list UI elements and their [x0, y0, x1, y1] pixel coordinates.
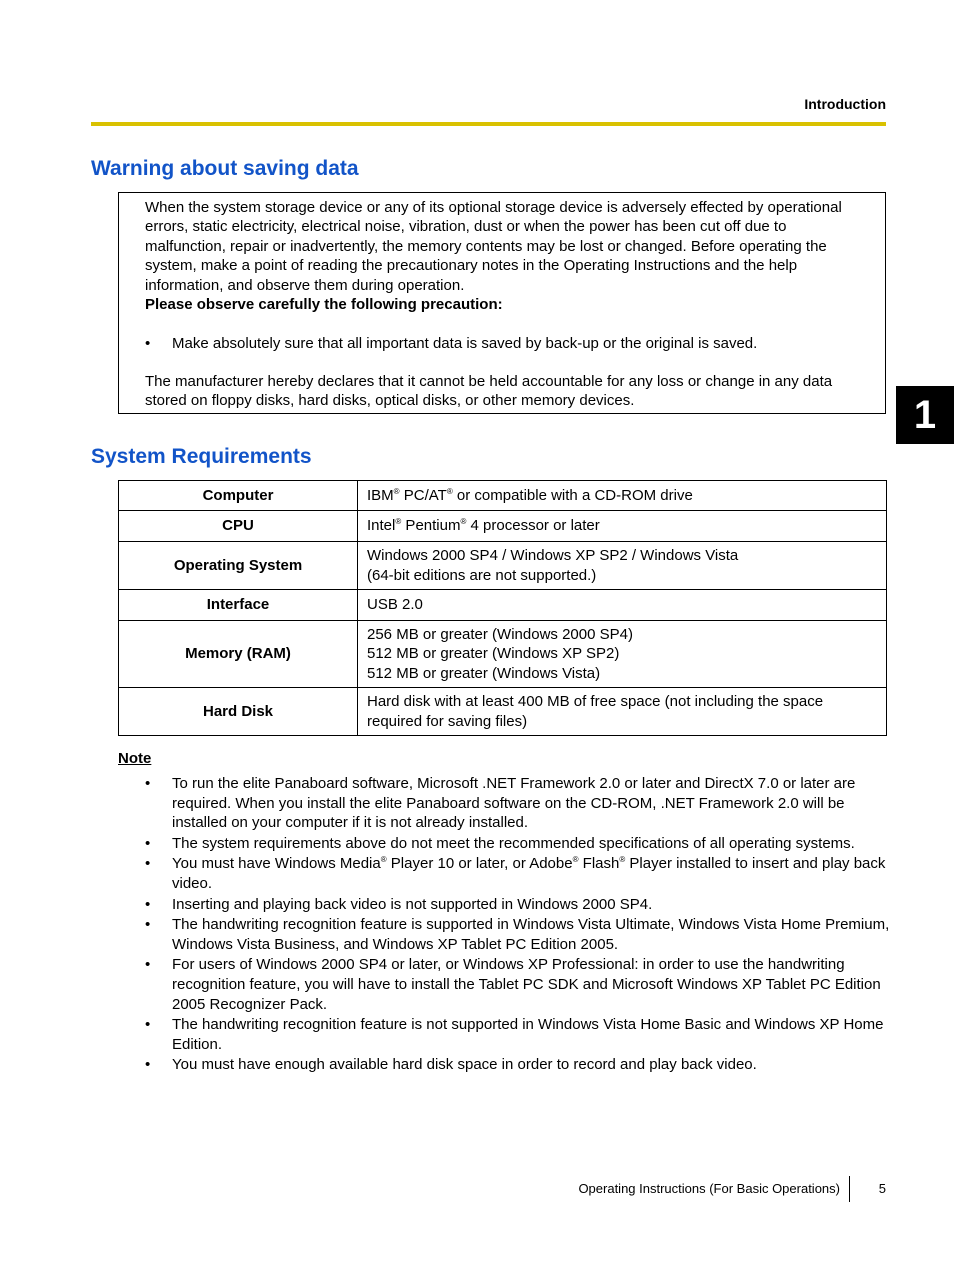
bullet-icon: • — [145, 335, 151, 353]
warning-box — [118, 192, 886, 414]
bullet-icon: • — [145, 1016, 151, 1034]
table-row — [119, 621, 887, 688]
row-label: Computer — [119, 481, 358, 511]
chapter-tab: 1 — [896, 386, 954, 444]
precaution-text: Make absolutely sure that all important data is saved by back-up or the original is saved. — [172, 335, 758, 353]
disclaimer-paragraph: The manufacturer hereby declares that it cannot be held accountable for any loss or change in any data stored on floppy disks, hard disks, optical disks, or other memory devices. — [145, 372, 833, 410]
row-label: Interface — [119, 590, 358, 621]
running-header-section: Introduction — [804, 96, 886, 112]
list-item: • You must have Windows Media® Player 10 or later, or Adobe® Flash® Player installed to insert and play back video. — [145, 855, 886, 892]
row-label: Operating System — [119, 542, 358, 590]
footer-title: Operating Instructions (For Basic Operations) — [578, 1181, 840, 1196]
row-value: Hard disk with at least 400 MB of free space (not including the space required for saving files) — [358, 688, 887, 736]
bullet-icon: • — [145, 916, 151, 934]
bullet-icon: • — [145, 855, 151, 873]
list-item: • For users of Windows 2000 SP4 or later, or Windows XP Professional: in order to use the handwriting recognition feature, you will have to install the Tablet PC SDK and Microsoft Windows XP Tablet PC Edition 2005 Recognizer Pack. — [145, 956, 881, 1013]
list-item: • The system requirements above do not meet the recommended specifications of all operating systems. — [145, 834, 855, 852]
precaution-heading: Please observe carefully the following precaution: — [145, 296, 503, 314]
precaution-bullet — [145, 334, 865, 353]
warning-paragraph: When the system storage device or any of its optional storage device is adversely effected by operational errors, static electricity, electrical noise, vibration, dust or when the power has been cut off due to malfunction, repair or inadvertently, the memory contents may be lost or changed. Before operating the system, make a point of reading the precautionary notes in the Operating Instructions and the help information, and observe them during operation. — [145, 199, 842, 294]
bullet-icon: • — [145, 895, 151, 913]
row-value: 256 MB or greater (Windows 2000 SP4) 512 MB or greater (Windows XP SP2) 512 MB or greater (Windows Vista) — [358, 621, 887, 688]
table-row — [119, 542, 887, 590]
row-value: Intel® Pentium® 4 processor or later — [358, 511, 887, 542]
list-item: • To run the elite Panaboard software, Microsoft .NET Framework 2.0 or later and DirectX 7.0 or later are required. When you install the elite Panaboard software on the CD-ROM, .NET Framework 2.0 will be installed on your computer if it is not already installed. — [145, 775, 856, 832]
table-row — [119, 481, 887, 511]
row-label: Hard Disk — [119, 688, 358, 736]
row-label: Memory (RAM) — [119, 621, 358, 688]
bullet-icon: • — [145, 775, 151, 792]
bullet-icon: • — [145, 834, 151, 852]
bullet-icon: • — [145, 1056, 151, 1074]
list-item: • Inserting and playing back video is not supported in Windows 2000 SP4. — [145, 895, 653, 913]
table-row — [119, 590, 887, 621]
table-row — [119, 511, 887, 542]
list-item: • You must have enough available hard disk space in order to record and play back video. — [145, 1056, 757, 1074]
bullet-icon: • — [145, 956, 151, 974]
list-item: • The handwriting recognition feature is not supported in Windows Vista Home Basic and Windows XP Home Edition. — [145, 1016, 884, 1053]
system-requirements-heading: System Requirements — [91, 445, 312, 468]
list-item: • The handwriting recognition feature is supported in Windows Vista Ultimate, Windows Vista Home Premium, Windows Vista Business, and Windows XP Tablet PC Edition 2005. — [145, 916, 890, 953]
page-number: 5 — [878, 1181, 886, 1196]
header-rule — [91, 122, 886, 126]
notes-list — [145, 774, 890, 1076]
warning-heading: Warning about saving data — [91, 157, 359, 180]
row-label: CPU — [119, 511, 358, 542]
row-value: IBM® PC/AT® or compatible with a CD-ROM drive — [358, 481, 887, 511]
note-label: Note — [118, 750, 152, 767]
requirements-table — [118, 480, 887, 736]
footer-divider — [849, 1176, 850, 1202]
row-value: Windows 2000 SP4 / Windows XP SP2 / Windows Vista (64-bit editions are not supported.) — [358, 542, 887, 590]
table-row — [119, 688, 887, 736]
row-value: USB 2.0 — [358, 590, 887, 621]
